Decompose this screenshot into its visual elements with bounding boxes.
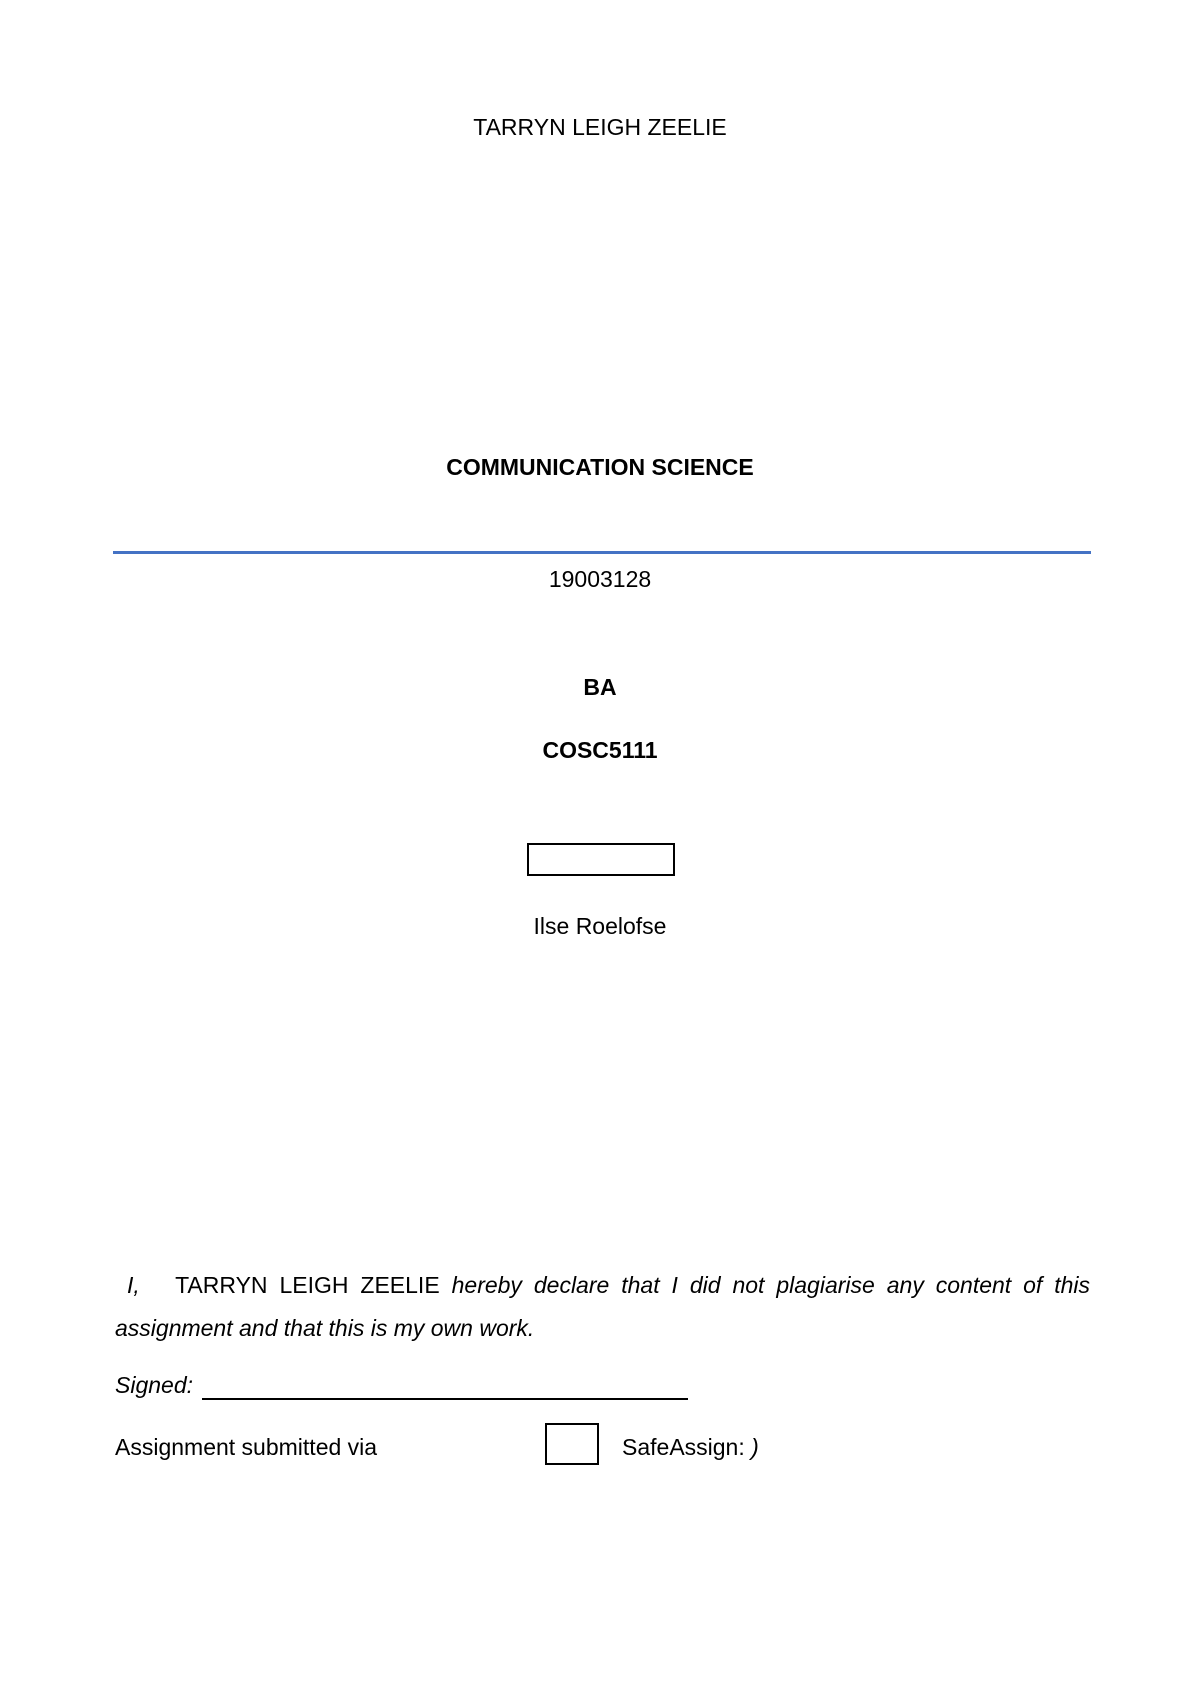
safeassign-label: SafeAssign: (622, 1434, 745, 1460)
signature-row (115, 1372, 193, 1399)
submitted-via-label: Assignment submitted via (115, 1434, 378, 1460)
declaration-prefix: I, (126, 1272, 140, 1298)
student-name-heading: TARRYN LEIGH ZEELIE (473, 114, 727, 140)
plagiarism-declaration (115, 1264, 1090, 1350)
safeassign-suffix: ) (751, 1434, 759, 1460)
safeassign-checkbox[interactable] (545, 1423, 599, 1465)
lecturer-name: Ilse Roelofse (533, 913, 667, 939)
declaration-statement: hereby declare that I did not plagiarise any content of this assignment and that this is my own work. (115, 1272, 1091, 1341)
student-number: 19003128 (548, 566, 652, 592)
subject-title: COMMUNICATION SCIENCE (446, 454, 754, 480)
degree: BA (583, 674, 617, 700)
declaration-student-name: TARRYN LEIGH ZEELIE (175, 1272, 440, 1298)
title-divider (113, 551, 1091, 554)
module-code: COSC5111 (542, 737, 658, 763)
signed-label: Signed: (115, 1372, 194, 1398)
signature-line[interactable] (202, 1398, 688, 1400)
empty-field-box (527, 843, 675, 876)
safeassign-option (622, 1434, 759, 1461)
